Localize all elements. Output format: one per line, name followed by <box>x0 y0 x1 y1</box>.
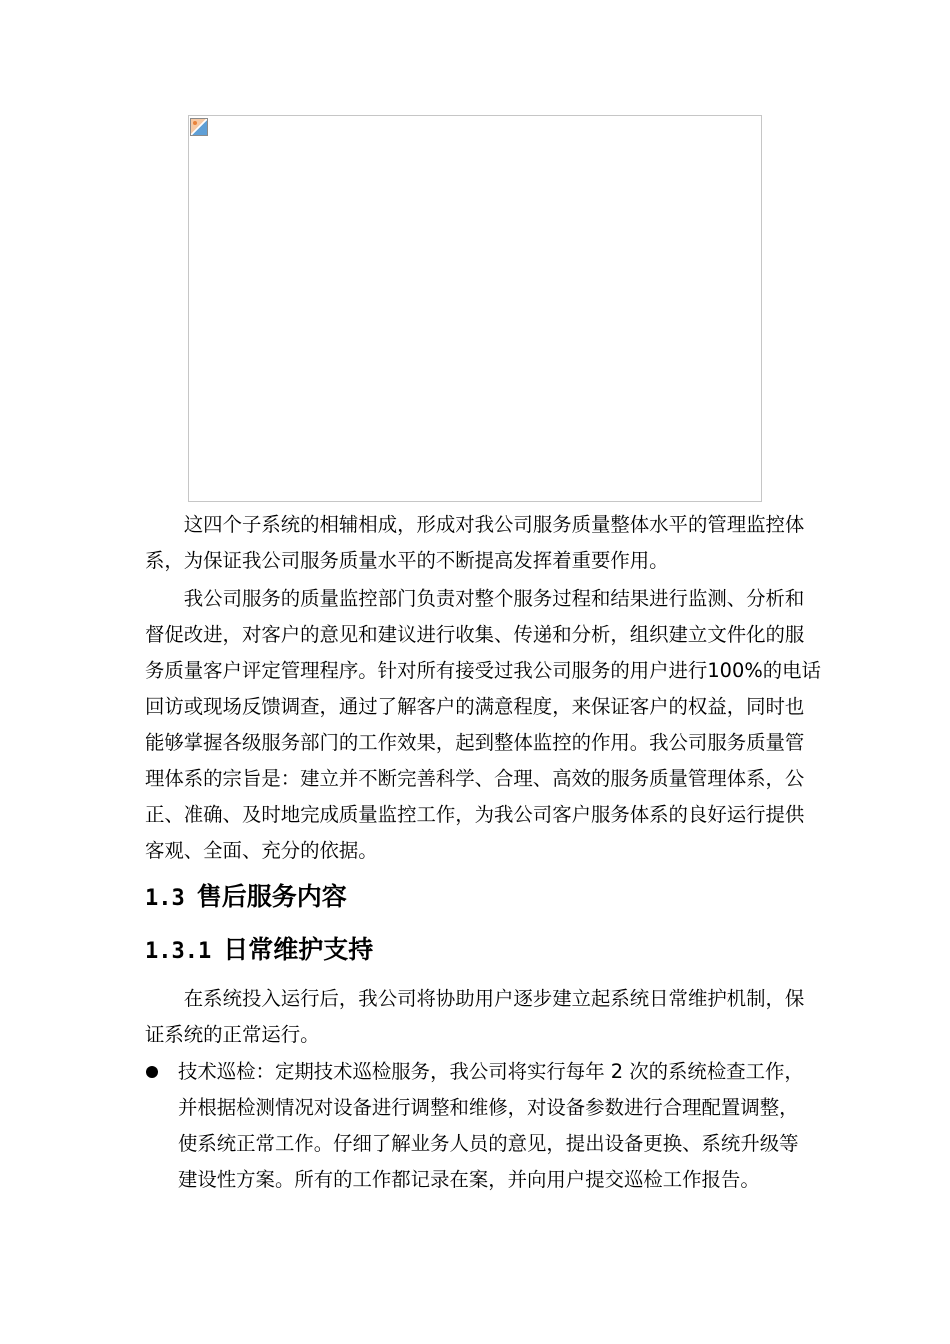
paragraph-line: 证系统的正常运行。 <box>145 1023 320 1046</box>
bullet-item-text <box>178 1054 804 1198</box>
bullet-list-item <box>145 1054 807 1198</box>
bullet-line: 建设性方案。所有的工作都记录在案，并向用户提交巡检工作报告。 <box>178 1168 760 1191</box>
paragraph-line: 督促改进，对客户的意见和建议进行收集、传递和分析，组织建立文件化的服 <box>145 623 805 646</box>
paragraph-line: 务质量客户评定管理程序。针对所有接受过我公司服务的用户进行100%的电话 <box>145 659 821 682</box>
intro-paragraph <box>145 507 807 579</box>
image-placeholder <box>188 115 762 502</box>
broken-image-icon <box>189 117 209 137</box>
section-heading-1-3-1 <box>145 932 373 968</box>
maintenance-paragraph <box>145 981 807 1053</box>
bullet-line: 并根据检测情况对设备进行调整和维修，对设备参数进行合理配置调整， <box>178 1096 799 1119</box>
heading-title: 日常维护支持 <box>223 935 374 964</box>
paragraph-line: 我公司服务的质量监控部门负责对整个服务过程和结果进行监测、分析和 <box>183 587 805 610</box>
paragraph-line: 能够掌握各级服务部门的工作效果，起到整体监控的作用。我公司服务质量管 <box>145 731 805 754</box>
section-heading-1-3 <box>145 879 347 915</box>
paragraph-line: 系，为保证我公司服务质量水平的不断提高发挥着重要作用。 <box>145 549 669 572</box>
bullet-line: 技术巡检：定期技术巡检服务，我公司将实行每年 2 次的系统检查工作， <box>178 1060 804 1083</box>
paragraph-line: 客观、全面、充分的依据。 <box>145 839 378 862</box>
paragraph-line: 在系统投入运行后，我公司将协助用户逐步建立起系统日常维护机制，保 <box>183 987 805 1010</box>
paragraph-line: 理体系的宗旨是：建立并不断完善科学、合理、高效的服务质量管理体系，公 <box>145 767 805 790</box>
paragraph-line: 正、准确、及时地完成质量监控工作，为我公司客户服务体系的良好运行提供 <box>145 803 805 826</box>
paragraph-line: 这四个子系统的相辅相成，形成对我公司服务质量整体水平的管理监控体 <box>183 513 805 536</box>
heading-number: 1.3.1 <box>145 939 212 964</box>
paragraph-line: 回访或现场反馈调查，通过了解客户的满意程度，来保证客户的权益，同时也 <box>145 695 805 718</box>
bullet-icon <box>146 1066 158 1078</box>
bullet-line: 使系统正常工作。仔细了解业务人员的意见，提出设备更换、系统升级等 <box>178 1132 799 1155</box>
quality-paragraph <box>145 581 821 869</box>
heading-number: 1.3 <box>145 886 185 911</box>
heading-title: 售后服务内容 <box>196 882 347 911</box>
